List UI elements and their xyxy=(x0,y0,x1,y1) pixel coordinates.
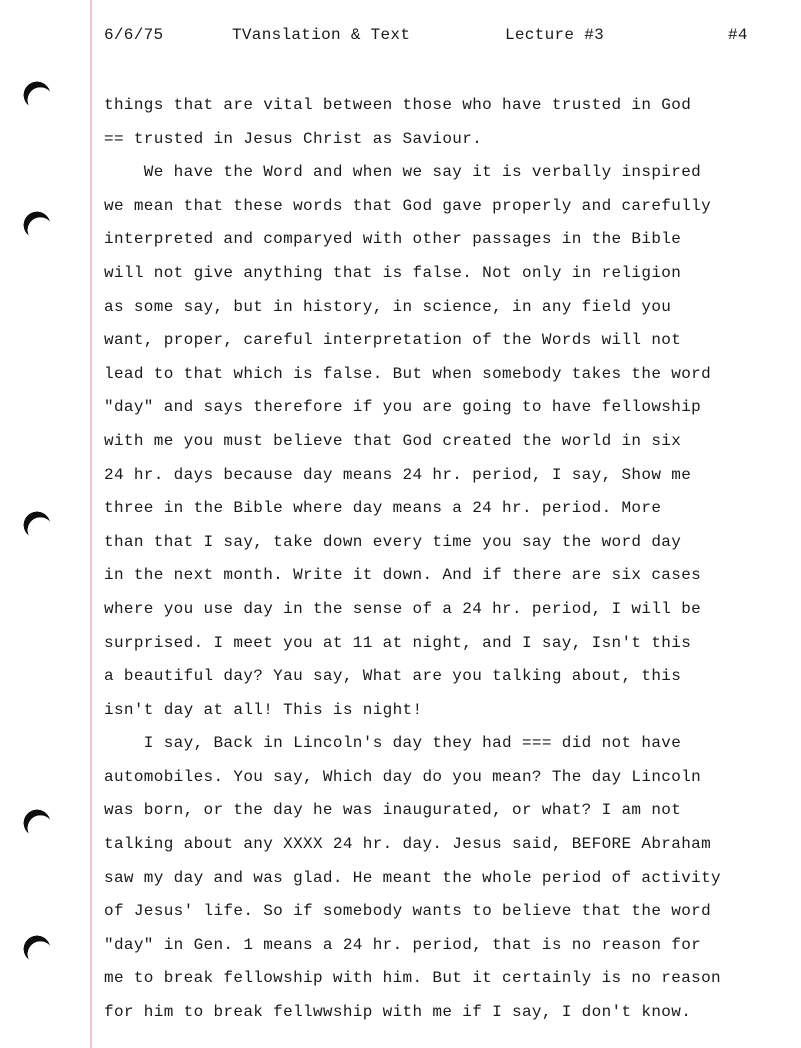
header-date: 6/6/75 xyxy=(104,26,164,44)
punch-hole xyxy=(20,932,54,966)
punch-hole xyxy=(20,208,54,242)
header-title: TVanslation & Text xyxy=(232,26,411,44)
text-line: things that are vital between those who have trusted in God xyxy=(104,96,692,114)
text-line: "day" and says therefore if you are going to have fellowship xyxy=(104,398,702,417)
text-line: want, proper, careful interpretation of the Words will not xyxy=(104,331,682,350)
text-line: with me you must believe that God created the world in six xyxy=(104,431,682,450)
body-text xyxy=(104,92,764,1033)
header-lecture: Lecture #3 xyxy=(505,26,605,44)
text-line: == trusted in Jesus Christ as Saviour. xyxy=(104,129,483,148)
text-line: saw my day and was glad. He meant the whole period of activity xyxy=(104,868,721,887)
page-header xyxy=(0,26,801,48)
text-line: will not give anything that is false. Not only in religion xyxy=(104,263,682,282)
text-line: was born, or the day he was inaugurated, or what? I am not xyxy=(104,801,682,820)
header-page-number: #4 xyxy=(728,26,748,44)
text-line: I say, Back in Lincoln's day they had === did not have xyxy=(104,734,682,753)
text-line: as some say, but in history, in science, in any field you xyxy=(104,297,672,316)
text-line: surprised. I meet you at 11 at night, and I say, Isn't this xyxy=(104,633,692,652)
punch-hole xyxy=(20,78,54,112)
text-line: a beautiful day? Yau say, What are you talking about, this xyxy=(104,667,682,686)
text-line: than that I say, take down every time you say the word day xyxy=(104,532,682,551)
text-line: We have the Word and when we say it is verbally inspired xyxy=(104,163,702,182)
text-line: of Jesus' life. So if somebody wants to believe that the word xyxy=(104,902,712,921)
text-line: 24 hr. days because day means 24 hr. period, I say, Show me xyxy=(104,465,692,484)
text-line: for him to break fellwwship with me if I say, I don't know. xyxy=(104,1003,692,1022)
text-line: we mean that these words that God gave properly and carefully xyxy=(104,196,712,215)
text-line: isn't day at all! This is night! xyxy=(104,700,423,719)
text-line: me to break fellowship with him. But it certainly is no reason xyxy=(104,969,721,988)
text-line: in the next month. Write it down. And if there are six cases xyxy=(104,566,702,585)
text-line: "day" in Gen. 1 means a 24 hr. period, that is no reason for xyxy=(104,935,702,954)
text-line: interpreted and comparyed with other passages in the Bible xyxy=(104,230,682,249)
margin-line xyxy=(90,0,92,1048)
text-line: talking about any XXXX 24 hr. day. Jesus said, BEFORE Abraham xyxy=(104,835,712,854)
text-line: automobiles. You say, Which day do you mean? The day Lincoln xyxy=(104,767,702,786)
text-line: three in the Bible where day means a 24 hr. period. More xyxy=(104,499,662,518)
punch-hole xyxy=(20,806,54,840)
text-line: lead to that which is false. But when somebody takes the word xyxy=(104,364,712,383)
text-line: where you use day in the sense of a 24 hr. period, I will be xyxy=(104,599,702,618)
punch-hole xyxy=(20,508,54,542)
